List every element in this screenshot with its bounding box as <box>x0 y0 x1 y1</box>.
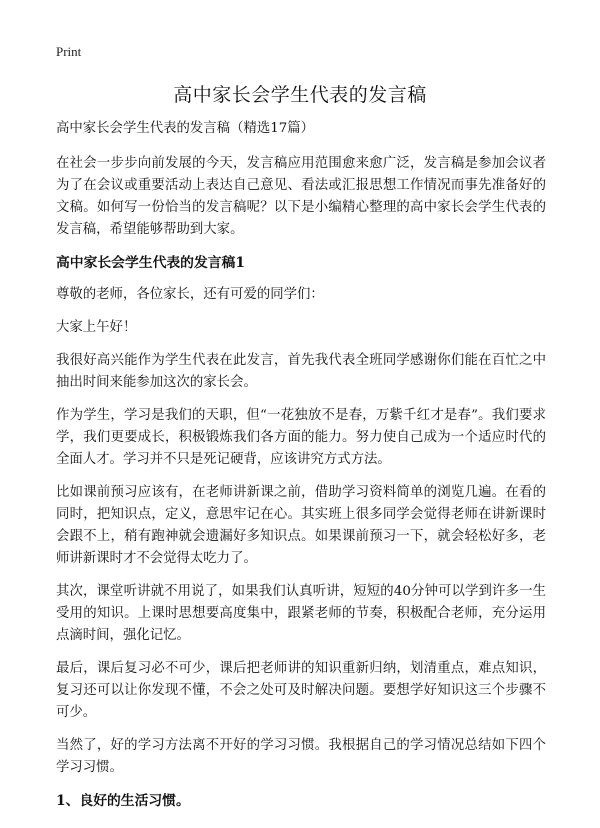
paragraph: 作为学生，学习是我们的天职，但“一花独放不是春，万紫千红才是春”。我们要求学，我们更要成长，积极锻炼我们各方面的能力。努力使自己成为一个适应时代的全面人才。学习并不只是死记硬背，应该讲究方式方法。 <box>56 408 546 467</box>
paragraph: 当然了，好的学习方法离不开好的学习习惯。我根据自己的学习情况总结如下四个学习习惯。 <box>56 738 546 775</box>
section-heading: 高中家长会学生代表的发言稿1 <box>56 255 245 271</box>
paragraph-greeting: 大家上午好！ <box>56 320 137 335</box>
paragraph: 比如课前预习应该有，在老师讲新课之前，借助学习资料简单的浏览几遍。在看的同时，把知识点，定义，意思牢记在心。其实班上很多同学会觉得老师在讲新课时会跟不上，稍有跑神就会遗漏好多知识点。如果课前预习一下，就会轻松好多，老师讲新课时才不会觉得太吃力了。 <box>56 485 546 566</box>
paragraph-salutation: 尊敬的老师，各位家长，还有可爱的同学们： <box>56 287 324 302</box>
intro-paragraph: 在社会一步步向前发展的今天，发言稿应用范围愈来愈广泛，发言稿是参加会议者为了在会议或重要活动上表达自己意见、看法或汇报思想工作情况而事先准备好的文稿。如何写一份恰当的发言稿呢？以下是小编精心整理的高中家长会学生代表的发言稿，希望能够帮助到大家。 <box>56 156 546 237</box>
document-body <box>56 118 546 822</box>
page-title: 高中家长会学生代表的发言稿 <box>173 84 427 106</box>
document-subtitle: 高中家长会学生代表的发言稿（精选17篇） <box>56 121 315 136</box>
print-link[interactable]: Print <box>56 44 82 59</box>
paragraph: 最后，课后复习必不可少，课后把老师讲的知识重新归纳，划清重点，难点知识，复习还可以让你发现不懂，不会之处可及时解决问题。要想学好知识这三个步骤不可少。 <box>56 661 546 720</box>
subsection-heading: 1、良好的生活习惯。 <box>56 793 190 809</box>
paragraph: 我很好高兴能作为学生代表在此发言，首先我代表全班同学感谢你们能在百忙之中抽出时间来能参加这次的家长会。 <box>56 353 546 390</box>
paragraph: 其次，课堂听讲就不用说了，如果我们认真听讲，短短的40分钟可以学到许多一生受用的知识。上课时思想要高度集中，跟紧老师的节奏，积极配合老师，充分运用点滴时间，强化记忆。 <box>56 584 546 643</box>
